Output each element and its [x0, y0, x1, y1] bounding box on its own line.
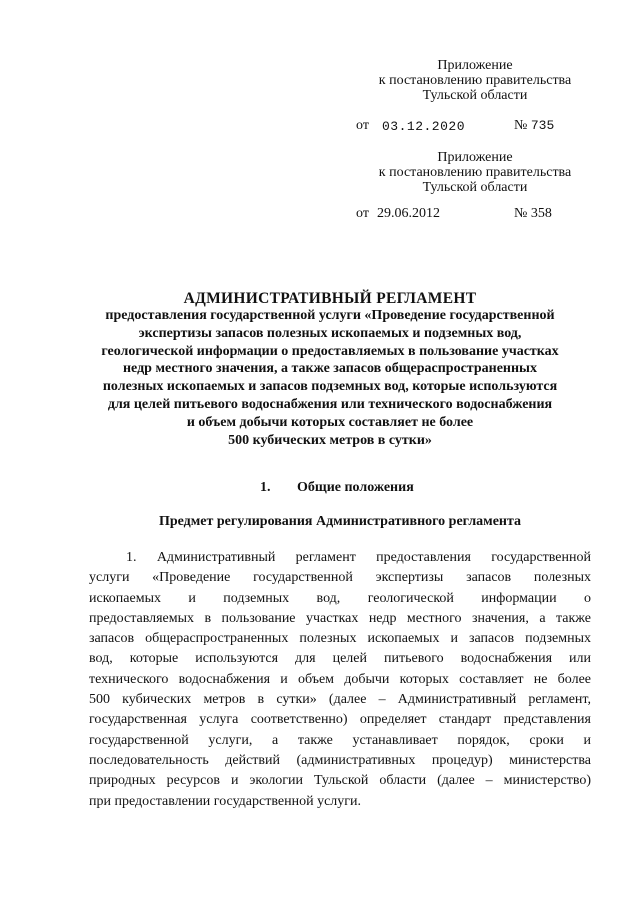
paragraph-1	[89, 548, 591, 812]
paragraph-line: вод, которые используются для целей питьевого водоснабжения или	[89, 651, 591, 667]
date-prefix: от	[356, 206, 369, 221]
resolution-number	[514, 118, 554, 134]
resolution-dateline-original	[356, 206, 606, 224]
paragraph-line: государственная услуга соответственно) определяет стандарт представления	[89, 712, 591, 728]
paragraph-line: предоставляемых в пользование участках недр местного значения, а также	[89, 610, 591, 626]
number-value: 358	[530, 206, 552, 221]
paragraph-line: технического водоснабжения и объем добычи которых составляет не более	[89, 671, 591, 687]
paragraph-line: ископаемых и подземных вод, геологической информации о	[89, 590, 591, 606]
subtitle-line: предоставления государственной услуги «Проведение государственной	[105, 308, 555, 323]
paragraph-line: 1. Административный регламент предоставления государственной	[126, 550, 591, 565]
appendix-resolution-line: к постановлению правительства	[378, 165, 572, 180]
subtitle-line: полезных ископаемых и запасов подземных вод, которые используются	[102, 379, 558, 395]
subtitle-line: и объем добычи которых составляет не более	[186, 414, 474, 430]
date-prefix: от	[356, 118, 369, 133]
appendix-label: Приложение	[437, 58, 513, 73]
appendix-block-current	[340, 58, 610, 103]
resolution-date: 29.06.2012	[377, 206, 440, 221]
subtitle-line: 500 кубических метров в сутки»	[228, 432, 432, 448]
subtitle-line: для целей питьевого водоснабжения или технического водоснабжения	[107, 396, 553, 412]
paragraph-line: природных ресурсов и экологии Тульской области (далее – министерство)	[89, 773, 591, 789]
paragraph-line: государственной услуги, а также устанавливает порядок, сроки и	[89, 732, 591, 748]
section-title: Общие положения	[297, 480, 414, 495]
paragraph-line: запасов общераспространенных полезных ископаемых и запасов подземных	[89, 631, 591, 647]
paragraph-line: при предоставлении государственной услуги.	[89, 793, 362, 809]
resolution-number	[514, 206, 552, 222]
section-number: 1.	[260, 480, 271, 495]
document-title: АДМИНИСТРАТИВНЫЙ РЕГЛАМЕНТ	[183, 290, 477, 307]
appendix-region-line: Тульской области	[422, 180, 528, 195]
number-value: 735	[530, 118, 555, 133]
resolution-date: 03.12.2020	[382, 119, 466, 134]
appendix-label: Приложение	[437, 150, 513, 165]
number-sign: №	[514, 118, 528, 133]
document-subtitle	[70, 307, 590, 449]
subtitle-line: геологической информации о предоставляемых в пользование участках	[101, 343, 559, 359]
subtitle-line: недр местного значения, а также запасов общераспространенных	[122, 361, 537, 377]
paragraph-line: 500 кубических метров в сутки» (далее – Административный регламент,	[89, 692, 591, 708]
appendix-region-line: Тульской области	[422, 88, 528, 103]
resolution-dateline-current	[356, 118, 606, 136]
appendix-resolution-line: к постановлению правительства	[378, 73, 572, 88]
subtitle-line: экспертизы запасов полезных ископаемых и подземных вод,	[138, 325, 522, 341]
paragraph-line: услуги «Проведение государственной экспертизы запасов полезных	[89, 570, 591, 586]
paragraph-line: последовательность действий (административных процедур) министерства	[89, 752, 591, 768]
subsection-heading: Предмет регулирования Административного регламента	[158, 514, 522, 529]
appendix-block-original	[340, 150, 610, 195]
number-sign: №	[514, 206, 528, 221]
